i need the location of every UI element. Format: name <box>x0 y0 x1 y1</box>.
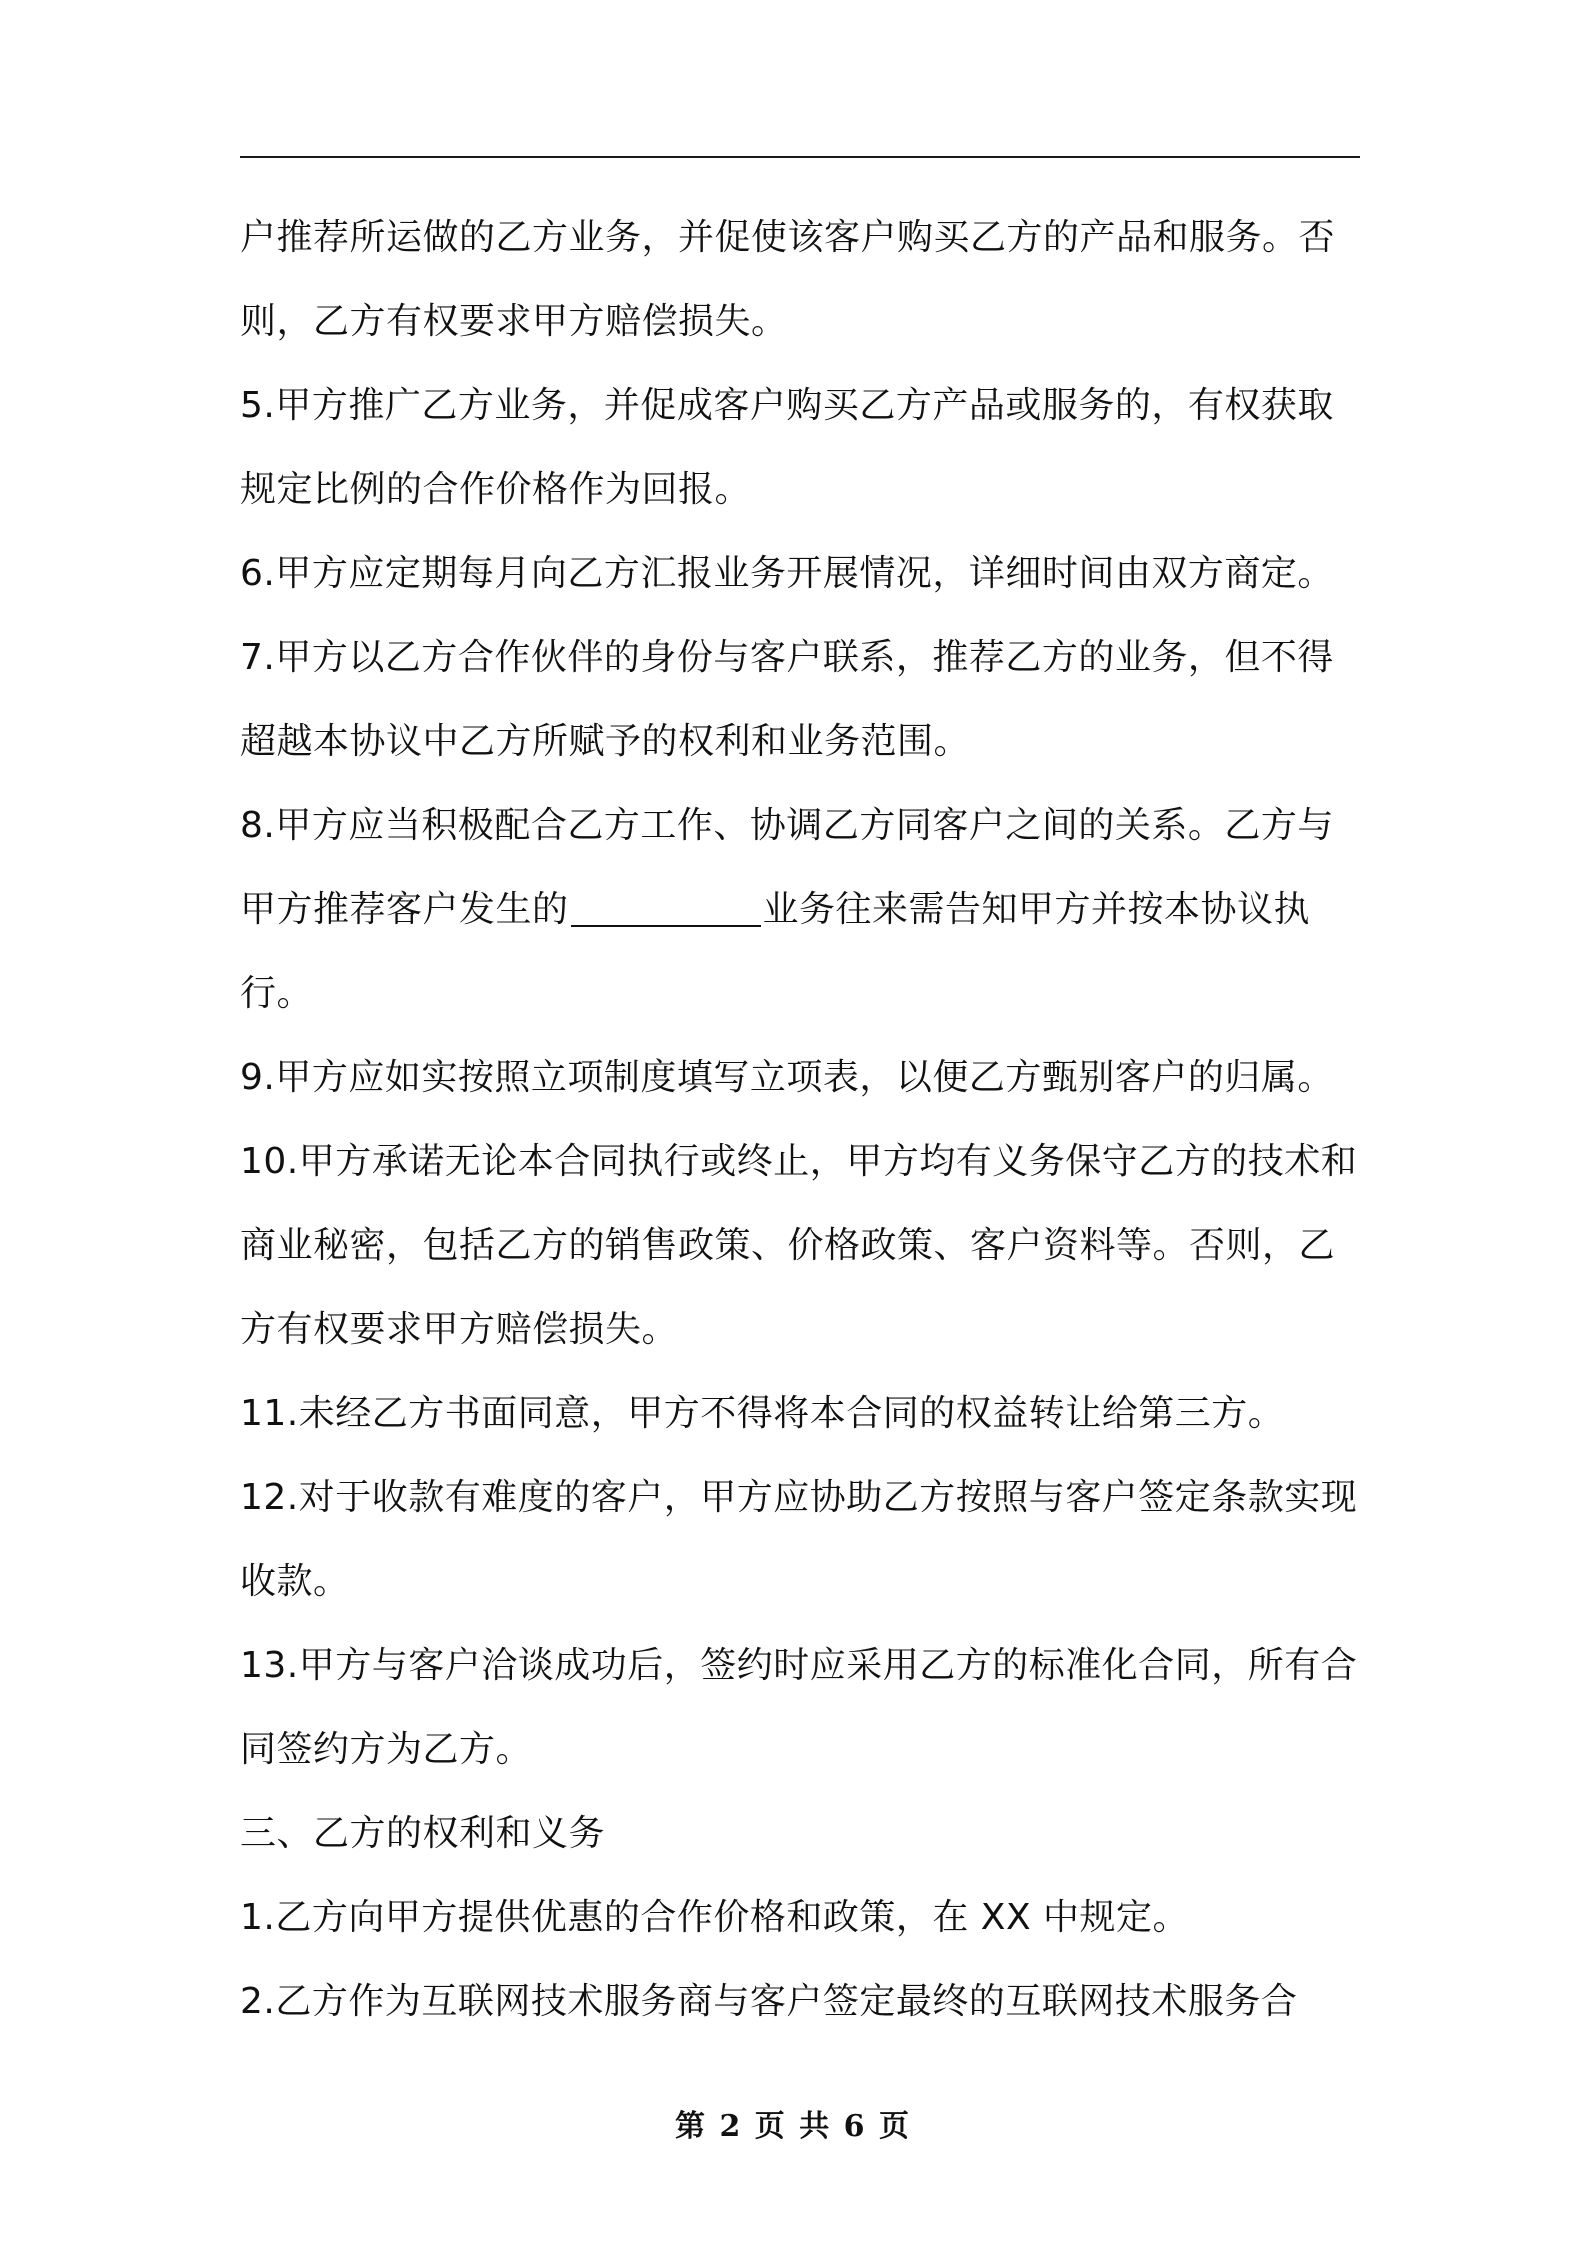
page-number-footer: 第 2 页 共 6 页 <box>675 2109 911 2144</box>
clause-7: 7.甲方以乙方合作伙伴的身份与客户联系，推荐乙方的业务，但不得超越本协议中乙方所赋予的权利和业务范围。 <box>240 637 1334 762</box>
clause-8 <box>240 784 1365 1036</box>
clause-10: 10.甲方承诺无论本合同执行或终止，甲方均有义务保守乙方的技术和商业秘密，包括乙方的销售政策、价格政策、客户资料等。否则，乙方有权要求甲方赔偿损失。 <box>240 1141 1358 1350</box>
clause-9: 9.甲方应如实按照立项制度填写立项表，以便乙方甄别客户的归属。 <box>240 1057 1334 1098</box>
clause-12: 12.对于收款有难度的客户，甲方应协助乙方按照与客户签定条款实现收款。 <box>240 1477 1358 1602</box>
document-body <box>240 196 1365 2044</box>
clause-8-text-before: 8.甲方应当积极配合乙方工作、协调乙方同客户之间的关系。乙方与甲方推荐客户发生的 <box>240 805 1334 930</box>
section-heading-party-b: 三、乙方的权利和义务 <box>240 1813 606 1854</box>
clause-6: 6.甲方应定期每月向乙方汇报业务开展情况，详细时间由双方商定。 <box>240 553 1334 594</box>
clause-5: 5.甲方推广乙方业务，并促成客户购买乙方产品或服务的，有权获取规定比例的合作价格作为回报。 <box>240 385 1334 510</box>
clause-11: 11.未经乙方书面同意，甲方不得将本合同的权益转让给第三方。 <box>240 1393 1285 1434</box>
clause-8-text-after: 业务往来需告知甲方并按本协议执行。 <box>240 889 1311 1014</box>
fill-in-blank <box>571 889 761 927</box>
header-divider <box>240 156 1360 158</box>
paragraph-continuation: 户推荐所运做的乙方业务，并促使该客户购买乙方的产品和服务。否则，乙方有权要求甲方赔偿损失。 <box>240 217 1336 342</box>
party-b-clause-1: 1.乙方向甲方提供优惠的合作价格和政策，在 XX 中规定。 <box>240 1897 1190 1938</box>
party-b-clause-2: 2.乙方作为互联网技术服务商与客户签定最终的互联网技术服务合 <box>240 1981 1298 2022</box>
clause-13: 13.甲方与客户洽谈成功后，签约时应采用乙方的标准化合同，所有合同签约方为乙方。 <box>240 1645 1358 1770</box>
